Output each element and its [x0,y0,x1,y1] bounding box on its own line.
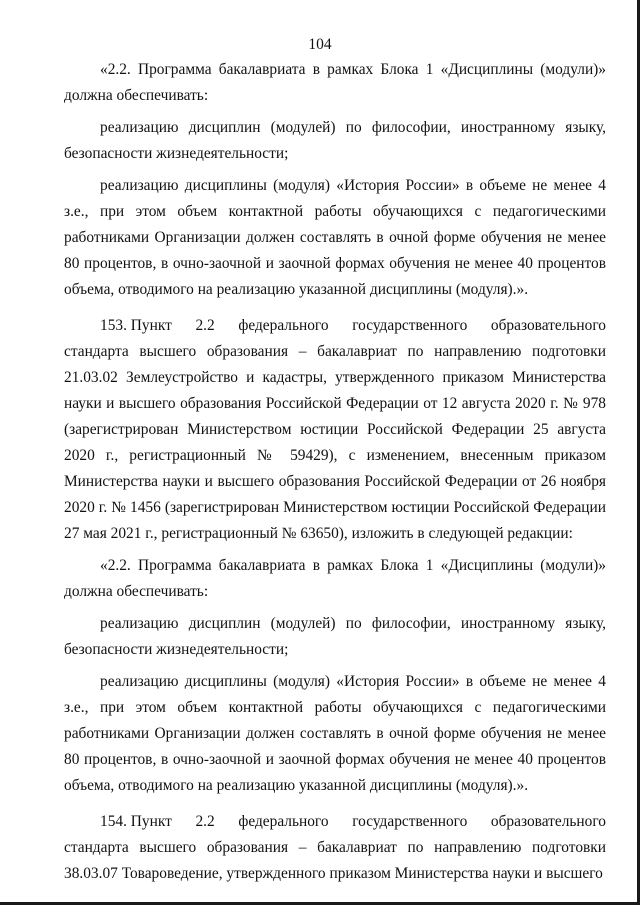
page-number: 104 [308,36,332,53]
item-153-word: федерального [238,317,329,334]
item-153-text: стандарта высшего образования – бакалавриат по направлению подготовки 21.03.02 Землеустройство и кадастры, утвержденного приказом Министерства науки и высшего образования Российской Федерации от 12 августа 2020 г. № 978 (зарегистрирован Министерством юстиции Российской Федерации 25 августа 2020 г., регистрационный № 59429), с изменением, внесенным приказом Министерства науки и высшего образования Российской Федерации от 26 ноября 2020 г. № 1456 (зарегистрирован Министерством юстиции Российской Федерации 27 мая 2021 г., регистрационный № 63650), изложить в следующей редакции: [64,343,606,542]
item-153 [64,313,606,547]
item-153-heading [64,313,606,339]
paragraph-disciplines: реализацию дисциплин (модулей) по философии, иностранному языку, безопасности жизнедеятельности; [64,119,606,162]
item-154-word: федерального [238,813,329,830]
item-153-word: 153. Пункт [100,317,172,334]
item-153-word: образовательного [490,317,606,334]
item-154-word: образовательного [490,813,606,830]
paragraph-program-intro-2: «2.2. Программа бакалавриата в рамках Блока 1 «Дисциплины (модули)» должна обеспечивать: [64,557,606,600]
item-154-heading [64,809,606,835]
item-154-word: государственного [352,813,468,830]
document-body [64,57,606,887]
paragraph-history-2: реализацию дисциплины (модуля) «История России» в объеме не менее 4 з.е., при этом объем контактной работы обучающихся с педагогическими работниками Организации должен составлять в очной форме обучения не менее 80 процентов, в очно-заочной и заочной формах обучения не менее 40 процентов объема, отводимого на реализацию указанной дисциплины (модуля).». [64,673,606,794]
paragraph-disciplines-2: реализацию дисциплин (модулей) по философии, иностранному языку, безопасности жизнедеятельности; [64,615,606,658]
item-154-word: 154. Пункт [100,813,172,830]
item-154-text: стандарта высшего образования – бакалавриат по направлению подготовки 38.03.07 Товароведение, утвержденного приказом Министерства науки и высшего [64,839,606,882]
item-154 [64,809,606,887]
paragraph-history: реализацию дисциплины (модуля) «История России» в объеме не менее 4 з.е., при этом объем контактной работы обучающихся с педагогическими работниками Организации должен составлять в очной форме обучения не менее 80 процентов, в очно-заочной и заочной формах обучения не менее 40 процентов объема, отводимого на реализацию указанной дисциплины (модуля).». [64,177,606,298]
item-153-word: 2.2 [195,317,215,334]
item-154-word: 2.2 [195,813,215,830]
paragraph-program-intro: «2.2. Программа бакалавриата в рамках Блока 1 «Дисциплины (модули)» должна обеспечивать: [64,61,606,104]
item-153-word: государственного [352,317,468,334]
